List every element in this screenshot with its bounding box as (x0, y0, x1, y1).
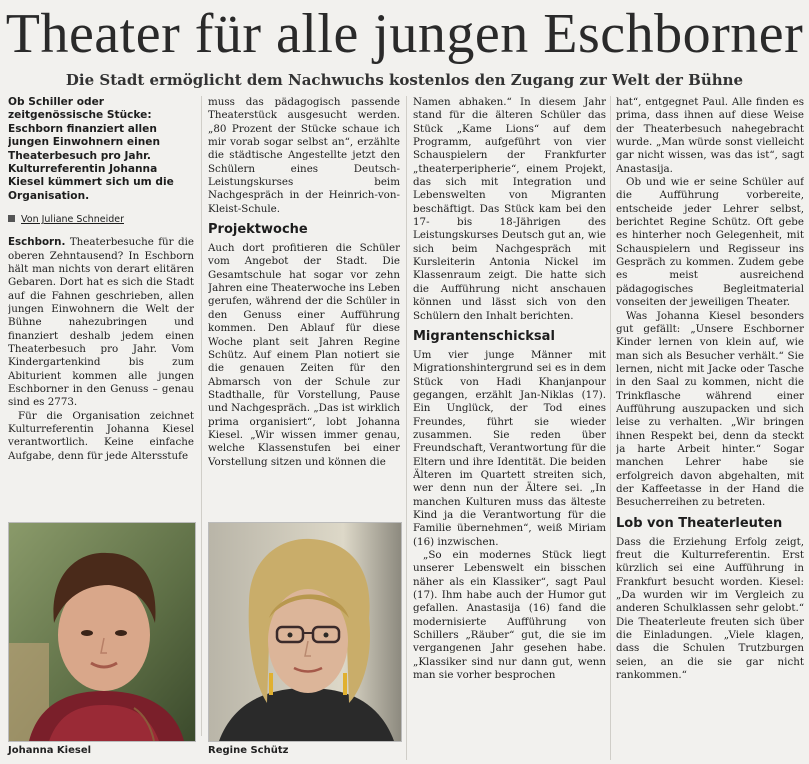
body-paragraph: hat“, entgegnet Paul. Alle finden es prima, dass ihnen auf diese Weise der Theaterbesuch nahegebracht wurde. „Man würde sonst vielleicht gar nicht wissen, was das ist“, sagt Anastasija. (616, 96, 804, 175)
body-paragraph: „So ein modernes Stück liegt unserer Lebenswelt ein bisschen näher als ein Klassiker“, sagt Paul (17). Ihm habe auch der Humor gut gefallen. Anastasija (16) fand die modernisierte Aufführung von Schillers „Räuber“ gut, die sie im vergangenen Jahr gesehen habe. „Klassiker sind nur dann gut, wenn man sie vorher besprochen (413, 549, 606, 682)
body-paragraph: Auch dort profitieren die Schüler vom Angebot der Stadt. Die Gesamtschule hat sogar vor zehn Jahren eine Theaterwoche ins Leben gerufen, während der die Schüler in den Genuss einer Aufführung kommen. Den Ablauf für diese Woche plant seit Jahren Regine Schütz. Auf einem Plan notiert sie die genauen Zeiten für den Abmarsch von der Schule zur Stadthalle, für Vorstellung, Pause und Nachgespräch. „Das ist wirklich prima organisiert“, lobt Johanna Kiesel. „Wir wissen immer genau, welche Klassenstufen bei einer Vorstellung sitzen und können die (208, 242, 400, 468)
portrait-photo-regine-schuetz (208, 522, 402, 742)
article-column-2 (208, 96, 400, 511)
portrait-woman-glasses-icon (209, 523, 401, 741)
column-rule (610, 96, 611, 760)
column-rule (201, 96, 202, 736)
body-paragraph: muss das pädagogisch passende Theaterstück ausgesucht werden. „80 Prozent der Stücke schaue ich mir vorab sogar selbst an“, erzählte die städtische Angestellte jetzt den Schülern eines Deutsch-Leistungskurses beim Nachgespräch in der Heinrich-von-Kleist-Schule. (208, 96, 400, 215)
section-heading: Migrantenschicksal (413, 328, 555, 344)
photo-caption: Johanna Kiesel (8, 745, 92, 756)
body-text: Theaterbesuche für die oberen Zehntausend? In Eschborn hält man nichts von derart elitären Gebaren. Dort hat es sich die Stadt auf die Fahnen geschrieben, allen jungen Einwohnern die Welt der Bühne nahezubringen und finanziert deshalb jedem einen Theaterbesuch pro Jahr. Vom Kindergartenkind bis zum Abiturient kommen alle jungen Eschborner in den Genuss – genau sind es 2773. (8, 236, 194, 409)
photo-caption: Regine Schütz (208, 745, 289, 756)
portrait-photo-johanna-kiesel (8, 522, 196, 742)
subheadline: Die Stadt ermöglicht dem Nachwuchs kostenlos den Zugang zur Welt der Bühne (65, 71, 744, 89)
byline-text: Von Juliane Schneider (21, 214, 124, 226)
body-paragraph: Dass die Erziehung Erfolg zeigt, freut die Kulturreferentin. Erst kürzlich sei eine Aufführung in Frankfurt besucht worden. Kiesel: „Da wurden wir im Vergleich zu anderen Schulklassen sehr gelobt.“ Die Theaterleute freuten sich über die Einladungen. „Viele klagen, dass die Schulen Trutzburgen seien, an die sie gar nicht rankommen.“ (616, 535, 804, 682)
body-paragraph: Für die Organisation zeichnet Kulturreferentin Johanna Kiesel verantwortlich. Keine einfache Aufgabe, denn für jede Altersstufe (8, 409, 194, 462)
portrait-woman-dark-hair-icon (9, 523, 195, 741)
body-paragraph: Um vier junge Männer mit Migrationshintergrund sei es in dem Stück von Hadi Khanjanpour gegangen, erzählt Jan-Niklas (17). Ein Unglück, der Tod eines Freundes, führt sie wieder zusammen. Sie reden über Freundschaft, Verantwortung für die Eltern und ihre Identität. Die beiden Älteren im Quartett streiten sich, wer denn nun der Ältere sei. „In manchen Kulturen muss das älteste Kind ja die Verantwortung für die Familie übernehmen“, weiß Miriam (16) inzwischen. (413, 348, 606, 548)
body-paragraph: Was Johanna Kiesel besonders gut gefällt: „Unsere Eschborner Kinder lernen von klein auf, wie man sich als Besucher verhält.“ Sie lernen, nicht mit Jacke oder Tasche in den Saal zu kommen, nicht die Trinkflasche während einer Aufführung auszupacken und sich leise zu verhalten. „Wir bringen ihnen Respekt bei, denn da steckt ja harte Arbeit hinter.“ Sogar manchen Lehrer habe sie erfolgreich davon abgehalten, mit der Kaffeetasse in der Hand die Besucherreihen zu betreten. (616, 309, 804, 509)
body-paragraph (8, 236, 194, 409)
section-heading: Lob von Theaterleuten (616, 515, 783, 531)
article-column-1 (8, 96, 194, 511)
article-column-4 (616, 96, 804, 760)
body-paragraph: Ob und wie er seine Schüler auf die Aufführung vorbereite, entscheide jeder Lehrer selbst, berichtet Regine Schütz. Oft gebe es hinterher noch Gelegenheit, mit Schauspielern und Regisseur ins Gespräch zu kommen. Zudem gebe es meist ausreichend pädagogisches Begleitmaterial vonseiten der jeweiligen Theater. (616, 176, 804, 309)
dateline: Eschborn. (8, 236, 66, 249)
byline-square-icon (8, 215, 15, 222)
column-rule (406, 96, 407, 760)
lead-paragraph: Ob Schiller oder zeitgenössische Stücke: Eschborn finanziert allen jungen Einwohnern einen Theaterbesuch pro Jahr. Kulturreferentin Johanna Kiesel kümmert sich um die Organisation. (8, 96, 174, 202)
section-heading: Projektwoche (208, 222, 308, 238)
body-paragraph: Namen abhaken.“ In diesem Jahr stand für die älteren Schüler das Stück „Kame Lions“ auf dem Programm, aufgeführt von vier Schauspielern der Frankfurter „theaterperipherie“, einem Projekt, das sich mit Integration und Lebenswelten von Migranten beschäftigt. Das Stück kam bei den 17- bis 18-Jährigen des Leistungskurses Deutsch gut an, wie sich beim Nachgespräch mit Kursleiterin Antonia Nickel im Klassenraum zeigt. Die hatte sich die Aufführung nicht anschauen können und lässt sich von den Schülern den Inhalt berichten. (413, 96, 606, 322)
headline: Theater für alle jungen Eschborner (5, 3, 804, 65)
byline[interactable] (8, 213, 194, 226)
article-column-3 (413, 96, 606, 760)
